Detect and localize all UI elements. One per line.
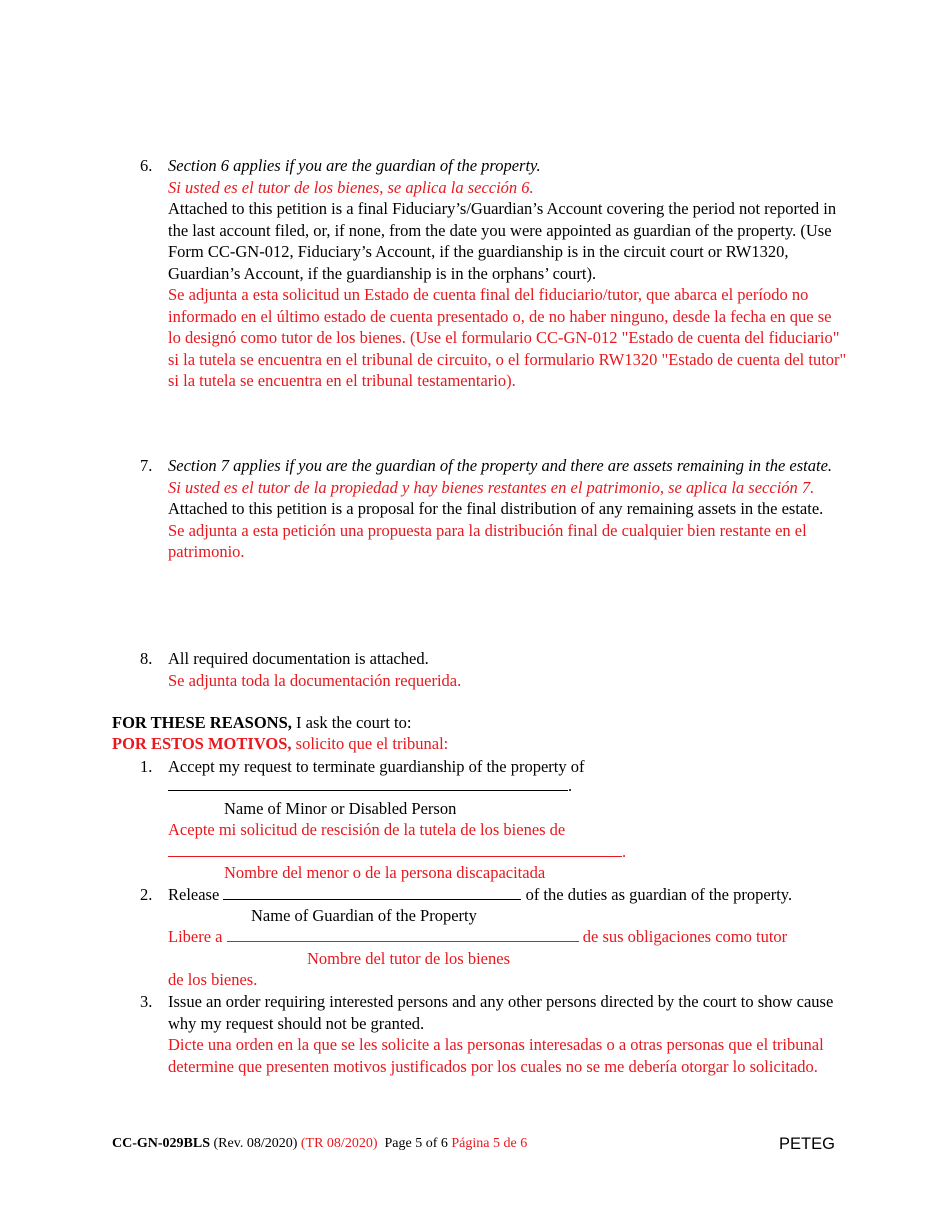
minor-name-label-en: Name of Minor or Disabled Person [224, 799, 457, 818]
request-1-number: 1. [140, 757, 153, 776]
request-1-text-en: Accept my request to terminate guardianship of the property of [168, 757, 585, 776]
section-6-heading-es: Si usted es el tutor de los bienes, se aplica la sección 6. [168, 177, 534, 197]
section-6-body-es: Se adjunta a esta solicitud un Estado de cuenta final del fiduciario/tutor, que abarca el período no informado en el último estado de cuenta presentado o, de no haber ninguno, desde la fecha en que se lo designó como tutor de los bienes. (Use el formulario CC-GN-012 "Estado de cuenta del fiduciario" si la tutela se encuentra en el tribunal de circuito, o el formulario RW1320 "Estado de cuenta del tutor" si la tutela se encuentra en el tribunal testamentario). [168, 285, 847, 390]
minor-name-label-es: Nombre del menor o de la persona discapacitada [224, 863, 546, 882]
section-7-heading-en: Section 7 applies if you are the guardian of the property and there are assets remaining in the estate. [168, 456, 833, 475]
request-2-post-en: of the duties as guardian of the property. [525, 885, 793, 904]
minor-name-field-es[interactable]: . [168, 841, 626, 863]
reasons-intro-en [112, 712, 411, 734]
page-number-en: Page 5 of 6 [377, 1136, 448, 1151]
section-7-heading-es: Si usted es el tutor de la propiedad y hay bienes restantes en el patrimonio, se aplica la sección 7. [168, 477, 815, 497]
guardian-name-field-es[interactable] [227, 927, 579, 942]
form-id: CC-GN-029BLS [112, 1136, 211, 1151]
section-6-heading-en: Section 6 applies if you are the guardian of the property. [168, 156, 541, 175]
section-8-body-es: Se adjunta toda la documentación requerida. [168, 670, 462, 690]
reasons-rest-es: solicito que el tribunal: [291, 734, 449, 753]
section-7-body-es: Se adjunta a esta petición una propuesta para la distribución final de cualquier bien restante en el patrimonio. [168, 520, 807, 561]
request-3-text-es: Dicte una orden en la que se les solicite a las personas interesadas o a otras personas que el tribunal determine que presenten motivos justificados por los cuales no se me debería otorgar lo solicitado. [168, 1035, 824, 1076]
page-footer [112, 1133, 527, 1155]
request-3-number: 3. [140, 992, 153, 1011]
request-1-text-es: Acepte mi solicitud de rescisión de la tutela de los bienes de [168, 820, 566, 839]
request-2-pre-es: Libere a [168, 927, 223, 946]
section-6-body-en: Attached to this petition is a final Fiduciary’s/Guardian’s Account covering the period not reported in the last account filed, or, if none, from the date you were appointed as guardian of the property. (Use Form CC-GN-012, Fiduciary’s Account, if the guardianship is in the circuit court or RW1320, Guardian’s Account, if the guardianship is in the orphans’ court). [168, 199, 837, 283]
guardian-name-label-en: Name of Guardian of the Property [251, 906, 477, 925]
reasons-lead-es: POR ESTOS MOTIVOS, [112, 734, 292, 753]
page-number-es: Página 5 de 6 [447, 1136, 528, 1151]
reasons-rest-en: I ask the court to: [291, 713, 412, 732]
section-8-number: 8. [140, 649, 153, 668]
section-7-body-en: Attached to this petition is a proposal for the final distribution of any remaining assets in the estate. [168, 499, 824, 518]
guardian-name-field-en[interactable] [223, 885, 521, 900]
reasons-lead-en: FOR THESE REASONS, [112, 713, 292, 732]
form-code: PETEG [779, 1135, 835, 1153]
reasons-intro-es [112, 733, 448, 755]
request-2-number: 2. [140, 885, 153, 904]
request-2-post-es: de sus obligaciones como tutor [582, 927, 788, 946]
request-3-text-en: Issue an order requiring interested persons and any other persons directed by the court to show cause why my request should not be granted. [168, 992, 834, 1033]
request-2-pre-en: Release [168, 885, 220, 904]
minor-name-field-en[interactable]: . [168, 775, 572, 797]
request-2-tail-es: de los bienes. [168, 970, 258, 989]
translation-revision: (TR 08/2020) [297, 1136, 378, 1151]
guardian-name-label-es: Nombre del tutor de los bienes [307, 949, 510, 968]
request-2-line-es [168, 926, 787, 948]
section-7-number: 7. [140, 456, 153, 475]
form-revision: (Rev. 08/2020) [210, 1136, 298, 1151]
section-8-body-en: All required documentation is attached. [168, 649, 429, 668]
section-6-number: 6. [140, 156, 153, 175]
request-2-line-en [168, 884, 792, 906]
